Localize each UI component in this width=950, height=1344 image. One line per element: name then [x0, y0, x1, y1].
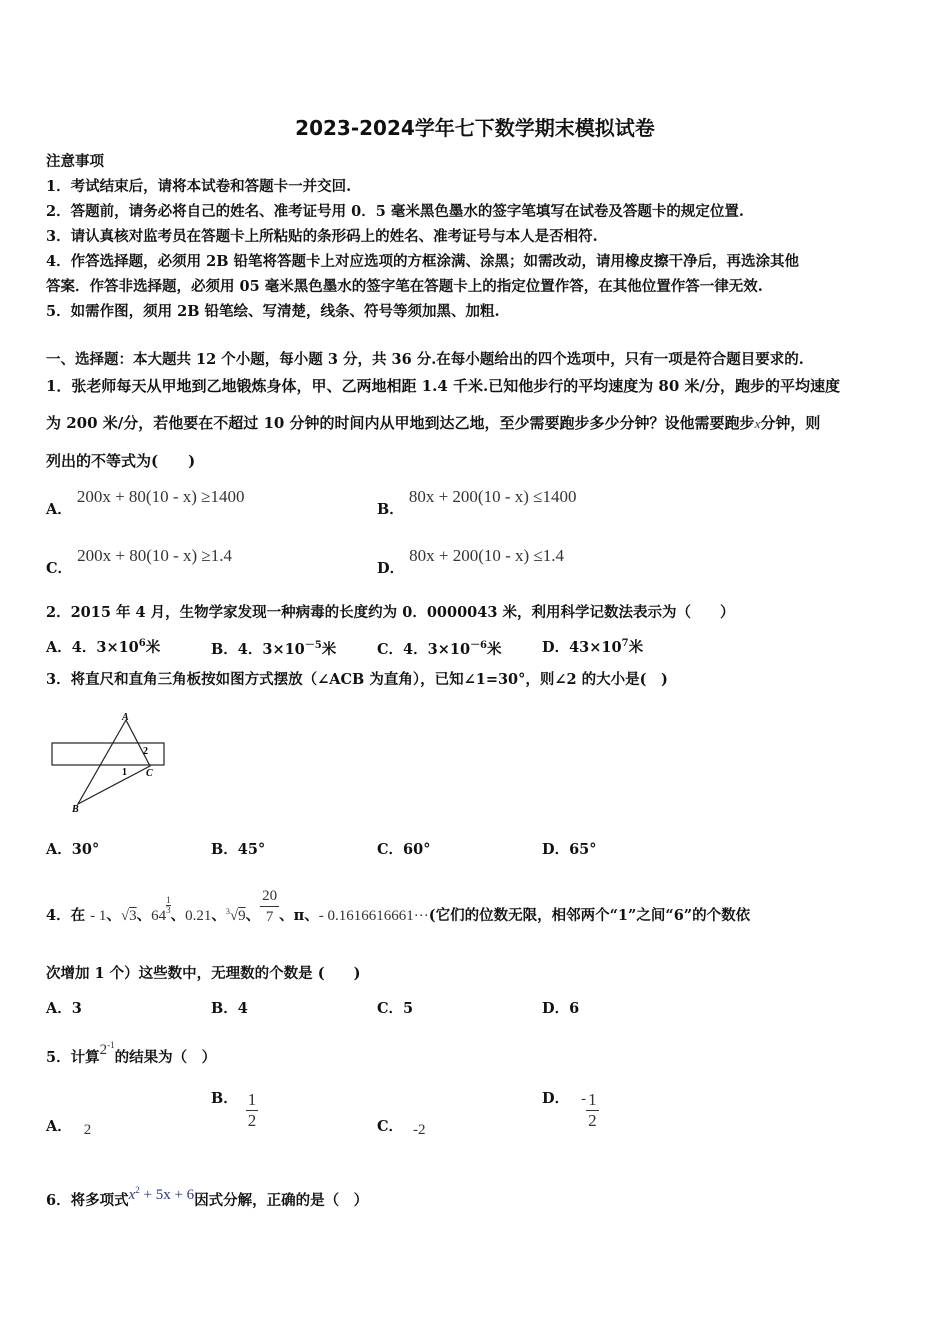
q4-repeating-decimal: 0.21 — [185, 908, 212, 924]
option-label: C． — [377, 640, 404, 658]
q4-power-exp-den: 3 — [166, 905, 171, 915]
option-label: C． — [46, 560, 73, 577]
option-label: A． — [46, 639, 72, 656]
option-unit: 米 — [628, 639, 644, 656]
q5-exponent: -1 — [107, 1040, 115, 1050]
q4-separator: 、 — [279, 907, 294, 924]
option-label: A． — [46, 1000, 72, 1017]
notice-item: 答案．作答非选择题，必须用 05 毫米黑色墨水的签字笔在答题卡上的指定位置作答，在其他位置作答一律无效. — [46, 278, 763, 295]
option-base: 4．3×10 — [71, 639, 139, 656]
option-unit: 米 — [145, 639, 161, 656]
q5-option-d[interactable] — [542, 1090, 599, 1131]
q3-option-d[interactable] — [542, 838, 597, 859]
figure-label-c: C — [146, 768, 153, 779]
q4-cube-root-index: 3 — [225, 907, 230, 916]
q4-stem-tail: (它们的位数无限，相邻两个“1”之间“6”的个数依 — [428, 907, 751, 924]
option-label: B． — [377, 501, 404, 518]
option-exponent: 6 — [138, 638, 146, 650]
q2-option-c[interactable] — [377, 636, 502, 659]
section-heading: 一、选择题：本大题共 12 个小题，每小题 3 分，共 36 分.在每小题给出的四个选项中，只有一项是符合题目要求的. — [46, 351, 804, 368]
option-value: 2 — [83, 1122, 92, 1138]
q3-figure — [46, 708, 176, 818]
notice-item: 3．请认真核对监考员在答题卡上所粘贴的条形码上的姓名、准考证号与本人是否相符. — [46, 228, 598, 245]
option-label: C． — [377, 1000, 404, 1017]
q3-stem: 3．将直尺和直角三角板按如图方式摆放（∠ACB 为直角），已知∠1=30°，则∠2 的大小是( ) — [46, 671, 668, 688]
option-unit: 米 — [487, 640, 502, 658]
q3-option-b[interactable] — [211, 838, 265, 859]
option-fraction — [246, 1090, 259, 1131]
q4-cube-root: $^3$√9 — [225, 907, 246, 924]
q1-variable: x — [754, 416, 761, 431]
q5-option-a[interactable] — [46, 1115, 91, 1136]
fraction-den: 2 — [247, 1111, 257, 1130]
option-value: 4 — [237, 1000, 248, 1017]
q4-stem-line2: 次增加 1 个）这些数中，无理数的个数是 ( ) — [46, 965, 361, 982]
notice-item: 5．如需作图，须用 2B 铅笔绘、写清楚，线条、符号等须加黑、加粗. — [46, 303, 500, 320]
q4-power — [151, 895, 171, 924]
q4-separator: 、 — [245, 907, 261, 924]
option-label: C． — [377, 1118, 404, 1135]
notice-heading: 注意事项 — [46, 153, 104, 170]
q5-stem — [46, 1040, 217, 1068]
q3-option-c[interactable] — [377, 838, 430, 859]
option-label: B． — [211, 640, 238, 658]
q3-option-a[interactable] — [46, 838, 99, 859]
option-exponent: 7 — [621, 638, 629, 650]
option-value: 60° — [403, 841, 431, 858]
figure-label-b: B — [72, 804, 79, 815]
q4-stem-line1 — [46, 887, 751, 932]
option-label: B． — [211, 1089, 238, 1107]
triangle-shape — [78, 720, 150, 804]
option-expression: 80x + 200(10 - x) ≤1400 — [408, 487, 577, 506]
fraction-num: 1 — [588, 1090, 597, 1109]
q1-stem-line2-tail: 分钟，则 — [760, 414, 821, 432]
q6-variable: x — [128, 1187, 136, 1203]
figure-label-angle-2: 2 — [143, 746, 148, 757]
q5-option-b[interactable] — [211, 1090, 258, 1131]
q4-power-base: 64 — [151, 908, 167, 924]
q6-suffix: 因式分解，正确的是（ ） — [194, 1192, 369, 1209]
q4-separator: 、 — [304, 907, 319, 924]
q4-number-neg1: - 1 — [90, 908, 107, 924]
option-expression: 80x + 200(10 - x) ≤1.4 — [409, 546, 565, 565]
option-label: A． — [46, 1118, 72, 1135]
option-label: C． — [377, 841, 404, 858]
q1-option-b[interactable] — [377, 486, 577, 518]
q5-base: 2 — [99, 1041, 108, 1058]
q6-polynomial — [129, 1187, 195, 1203]
q1-option-a[interactable] — [46, 486, 245, 518]
option-value: -2 — [413, 1122, 426, 1138]
q1-stem-line1: 1．张老师每天从甲地到乙地锻炼身体，甲、乙两地相距 1.4 千米.已知他步行的平均速度为 80 米/分，跑步的平均速度 — [46, 377, 841, 395]
option-value: 3 — [71, 1000, 82, 1017]
q4-cube-root-radicand: 9 — [238, 908, 246, 924]
q4-separator: 、 — [106, 907, 121, 924]
q1-option-d[interactable] — [377, 545, 565, 577]
option-exponent: －6 — [470, 640, 488, 651]
q4-option-b[interactable] — [211, 997, 248, 1018]
option-label: A． — [46, 841, 72, 858]
option-fraction — [586, 1090, 599, 1131]
option-expression: 200x + 80(10 - x) ≥1400 — [76, 487, 245, 506]
q4-prefix: 4．在 — [46, 907, 86, 924]
q6-prefix: 6．将多项式 — [46, 1192, 129, 1209]
q6-stem — [46, 1186, 368, 1211]
option-label: D． — [542, 1000, 570, 1017]
notice-item: 1．考试结束后，请将本试卷和答题卡一并交回. — [46, 178, 352, 195]
q4-separator: 、 — [136, 907, 152, 924]
q2-option-b[interactable] — [211, 636, 336, 659]
q2-option-a[interactable] — [46, 636, 160, 657]
option-label: B． — [211, 841, 238, 858]
q4-option-a[interactable] — [46, 997, 82, 1018]
q1-option-c[interactable] — [46, 545, 233, 577]
q5-suffix: 的结果为（ ） — [114, 1048, 217, 1066]
option-exponent: －5 — [304, 640, 322, 651]
q6-polynomial-rest: + 5x + 6 — [139, 1187, 195, 1203]
option-base: 43×10 — [569, 639, 622, 656]
q1-stem-line2 — [46, 413, 820, 434]
option-label: B． — [211, 1000, 238, 1017]
option-base: 4．3×10 — [237, 640, 305, 658]
option-value: 65° — [569, 841, 597, 858]
option-label: A． — [46, 501, 72, 518]
option-value: 6 — [569, 1000, 580, 1017]
q4-fraction — [260, 886, 279, 927]
q4-power-exp-num: 1 — [166, 895, 171, 905]
q4-sqrt3-radicand: 3 — [129, 908, 137, 924]
fraction-num: 1 — [247, 1090, 257, 1109]
q5-option-c[interactable] — [377, 1115, 426, 1136]
page-title: 2023-2024学年七下数学期末模拟试卷 — [295, 116, 655, 140]
q4-long-decimal: - 0.1616616661··· — [318, 908, 429, 924]
q4-fraction-den: 7 — [265, 908, 274, 925]
q5-prefix: 5．计算 — [46, 1048, 100, 1066]
q4-sqrt3: √3 — [120, 908, 137, 924]
option-label: D． — [542, 639, 570, 656]
q2-stem: 2．2015 年 4 月，生物学家发现一种病毒的长度约为 0．0000043 米，利用科学记数法表示为（ ） — [46, 604, 735, 621]
q4-separator: 、 — [211, 907, 226, 924]
option-label: D． — [542, 1089, 570, 1107]
option-sign: - — [581, 1090, 587, 1107]
q2-option-d[interactable] — [542, 636, 643, 657]
q4-pi: π — [293, 907, 305, 924]
figure-label-angle-1: 1 — [122, 767, 127, 778]
q4-separator: 、 — [170, 907, 186, 924]
notice-item: 2．答题前，请务必将自己的姓名、准考证号用 0．5 毫米黑色墨水的签字笔填写在试卷及答题卡的规定位置. — [46, 203, 744, 220]
q1-stem-line2-text: 为 200 米/分，若他要在不超过 10 分钟的时间内从甲地到达乙地，至少需要跑步多少分钟？设他需要跑步 — [46, 414, 755, 432]
q4-option-d[interactable] — [542, 997, 579, 1018]
option-base: 4．3×10 — [403, 640, 471, 658]
notice-item: 4．作答选择题，必须用 2B 铅笔将答题卡上对应选项的方框涂满、涂黑；如需改动，请用橡皮擦干净后，再选涂其他 — [46, 253, 800, 270]
option-label: D． — [542, 841, 570, 858]
q4-option-c[interactable] — [377, 997, 413, 1018]
option-value: 45° — [237, 841, 266, 858]
option-value: 5 — [403, 1000, 414, 1017]
option-value: 30° — [71, 841, 100, 858]
figure-label-a: A — [122, 712, 129, 723]
option-unit: 米 — [321, 640, 337, 658]
q4-fraction-num: 20 — [260, 886, 279, 907]
q1-stem-line3: 列出的不等式为( ) — [46, 452, 196, 470]
option-label: D． — [377, 560, 405, 577]
fraction-den: 2 — [588, 1111, 597, 1130]
option-expression: 200x + 80(10 - x) ≥1.4 — [77, 546, 233, 565]
q6-exponent: 2 — [135, 1185, 140, 1195]
